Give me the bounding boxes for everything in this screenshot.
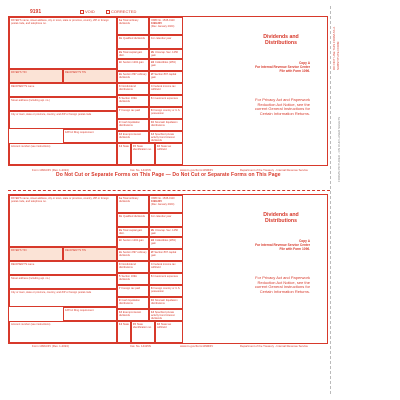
box-2c[interactable]: 2cSection 1202 gain	[117, 59, 149, 71]
form-1099-div-bottom	[8, 194, 328, 372]
form-code: 9191	[30, 9, 42, 15]
form-footer: Form 1099-DIV (Rev. 1-2024) Cat. No. 14415N www.irs.gov/Form1099DIV Department of the Treasury - Internal Revenue Service	[32, 344, 308, 348]
box-13[interactable]: 13Specified private activity bond interest dividends	[149, 309, 183, 321]
box-5[interactable]: 5Section 199A dividends	[117, 95, 149, 107]
account-number-field[interactable]: Account number (see instructions)	[9, 321, 117, 343]
payer-tin-field[interactable]: PAYER'S TIN	[9, 247, 63, 261]
omb-field: OMB No. 1545-0110 1099-DIV (Rev. January 2024)	[149, 17, 183, 35]
recipient-name-field[interactable]: RECIPIENT'S name	[9, 83, 117, 97]
privacy-notice: For Privacy Act and Paperwork Reduction Act Notice, see the current General Instructions for Certain Information Returns.	[254, 275, 310, 294]
box-14[interactable]: 14State	[117, 143, 131, 165]
box-10[interactable]: 10Noncash liquidation distributions	[149, 119, 183, 131]
city-field[interactable]: City or town, state or province, country, and ZIP or foreign postal code	[9, 111, 117, 129]
recipient-tin-field[interactable]: RECIPIENT'S TIN	[63, 69, 117, 83]
box-1b[interactable]: 1bQualified dividends	[117, 35, 149, 49]
box-15[interactable]: 15State identification no.	[131, 321, 155, 343]
box-14[interactable]: 14State	[117, 321, 131, 343]
box-12[interactable]: 12Exempt-interest dividends	[117, 309, 149, 321]
side-text-red: DO NOT USE THIS FORM AS A SUBSTITUTE FORM	[332, 26, 340, 70]
box-16[interactable]: 16State tax withheld	[155, 321, 183, 343]
box-6[interactable]: 6Investment expenses	[149, 273, 183, 285]
box-16[interactable]: 16State tax withheld	[155, 143, 183, 165]
calendar-year-field[interactable]: For calendar year	[149, 35, 183, 49]
payer-name-field[interactable]: PAYER'S name, street address, city or town, state or province, country, ZIP or foreign postal code, and telephone no.	[9, 195, 117, 247]
privacy-notice: For Privacy Act and Paperwork Reduction Act Notice, see the current General Instructions for Certain Information Returns.	[254, 97, 310, 116]
box-2a[interactable]: 2aTotal capital gain distr.	[117, 49, 149, 59]
box-13[interactable]: 13Specified private activity bond interest dividends	[149, 131, 183, 143]
street-address-field[interactable]: Street address (including apt. no.)	[9, 275, 117, 289]
side-strip	[330, 6, 347, 394]
form-footer: Form 1099-DIV (Rev. 1-2024) Cat. No. 14415N www.irs.gov/Form1099DIV Department of the Treasury - Internal Revenue Service Do Not Cut or Separate Forms on This Page — Do Not Cut or Separate Forms on This Page	[32, 168, 308, 178]
account-number-field[interactable]: Account number (see instructions)	[9, 143, 117, 165]
box-3[interactable]: 3Nondividend distributions	[117, 261, 149, 273]
recipient-tin-field[interactable]: RECIPIENT'S TIN	[63, 247, 117, 261]
do-not-cut-notice: Do Not Cut or Separate Forms on This Page — Do Not Cut or Separate Forms on This Page	[56, 172, 281, 178]
box-7[interactable]: 7Foreign tax paid	[117, 107, 149, 119]
recipient-name-field[interactable]: RECIPIENT'S name	[9, 261, 117, 275]
box-9[interactable]: 9Cash liquidation distributions	[117, 297, 149, 309]
box-3[interactable]: 3Nondividend distributions	[117, 83, 149, 95]
box-1a[interactable]: 1aTotal ordinary dividends	[117, 17, 149, 35]
box-2e[interactable]: 2eSection 897 ordinary dividends	[117, 71, 149, 83]
box-2d[interactable]: 2dCollectibles (28%) gain	[149, 59, 183, 71]
box-1a[interactable]: 1aTotal ordinary dividends	[117, 195, 149, 213]
box-8[interactable]: 8Foreign country or U.S. possession	[149, 107, 183, 119]
payer-name-field[interactable]: PAYER'S name, street address, city or town, state or province, country, ZIP or foreign postal code, and telephone no.	[9, 17, 117, 69]
box-9[interactable]: 9Cash liquidation distributions	[117, 119, 149, 131]
void-checkbox[interactable]: VOID	[80, 9, 95, 14]
copy-a-label: Copy A For Internal Revenue Service Center File with Form 1096.	[255, 61, 310, 73]
box-2e[interactable]: 2eSection 897 ordinary dividends	[117, 249, 149, 261]
box-5[interactable]: 5Section 199A dividends	[117, 273, 149, 285]
corrected-checkbox[interactable]: CORRECTED	[106, 9, 136, 14]
city-field[interactable]: City or town, state or province, country, and ZIP or foreign postal code	[9, 289, 117, 307]
calendar-year-field[interactable]: For calendar year	[149, 213, 183, 227]
omb-field: OMB No. 1545-0110 1099-DIV (Rev. January 2024)	[149, 195, 183, 213]
copy-a-label: Copy A For Internal Revenue Service Center File with Form 1096.	[255, 239, 310, 251]
box-6[interactable]: 6Investment expenses	[149, 95, 183, 107]
box-2b[interactable]: 2bUnrecap. Sec. 1250 gain	[149, 49, 183, 59]
street-address-field[interactable]: Street address (including apt. no.)	[9, 97, 117, 111]
box-7[interactable]: 7Foreign tax paid	[117, 285, 149, 297]
box-2d[interactable]: 2dCollectibles (28%) gain	[149, 237, 183, 249]
box-2f[interactable]: 2fSection 897 capital gain	[149, 71, 183, 83]
box-2f[interactable]: 2fSection 897 capital gain	[149, 249, 183, 261]
box-10[interactable]: 10Noncash liquidation distributions	[149, 297, 183, 309]
payer-tin-field[interactable]: PAYER'S TIN	[9, 69, 63, 83]
box-4[interactable]: 4Federal income tax withheld	[149, 261, 183, 273]
box-4[interactable]: 4Federal income tax withheld	[149, 83, 183, 95]
box-15[interactable]: 15State identification no.	[131, 143, 155, 165]
fatca-field[interactable]: FATCA filing requirement	[63, 307, 117, 321]
box-8[interactable]: 8Foreign country or U.S. possession	[149, 285, 183, 297]
form-title: Dividends and Distributions	[263, 34, 299, 46]
box-12[interactable]: 12Exempt-interest dividends	[117, 131, 149, 143]
box-2c[interactable]: 2cSection 1202 gain	[117, 237, 149, 249]
side-text-gray: FORMS PICTURED - ON OUR LASER SHEETS	[337, 116, 341, 182]
box-2b[interactable]: 2bUnrecap. Sec. 1250 gain	[149, 227, 183, 237]
perforation-line	[8, 190, 330, 191]
form-1099-div-top	[8, 6, 328, 184]
form-title: Dividends and Distributions	[263, 212, 299, 224]
fatca-field[interactable]: FATCA filing requirement	[63, 129, 117, 143]
box-1b[interactable]: 1bQualified dividends	[117, 213, 149, 227]
box-2a[interactable]: 2aTotal capital gain distr.	[117, 227, 149, 237]
tax-form-sheet	[8, 6, 392, 394]
